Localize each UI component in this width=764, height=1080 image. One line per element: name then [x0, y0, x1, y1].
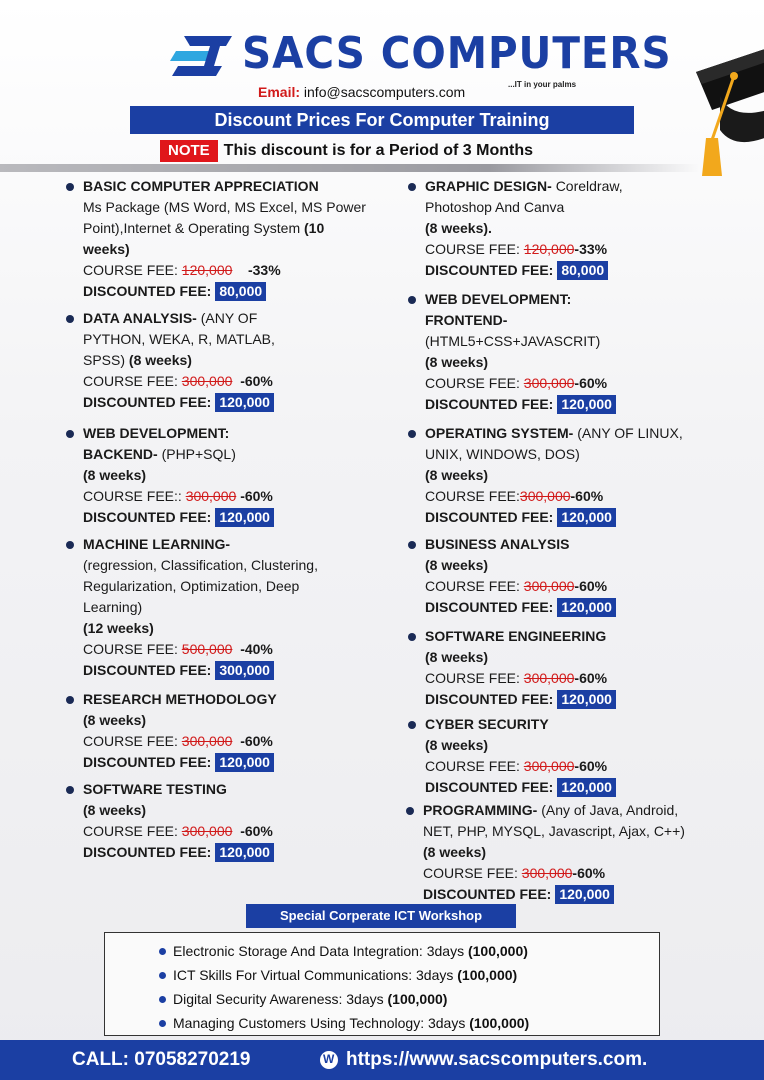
course-fee-row [83, 486, 386, 507]
website-link[interactable]: https://www.sacscomputers.com. [346, 1049, 648, 1070]
course-weeks: (8 weeks). [425, 220, 492, 236]
course-weeks: (8 weeks) [425, 649, 489, 665]
course-item [408, 534, 748, 618]
old-fee: 120,000 [523, 241, 575, 257]
discount-percent: -33% [574, 241, 608, 257]
course-name: OPERATING SYSTEM- [425, 425, 574, 441]
disc-label: DISCOUNTED FEE: [83, 283, 212, 299]
email-link[interactable]: info@sacscomputers.com [303, 84, 466, 100]
course-fee-row [423, 863, 748, 884]
fee-label: COURSE FEE: [425, 578, 520, 594]
fee-label: COURSE FEE: [425, 758, 520, 774]
fee-label: COURSE FEE: [425, 375, 520, 391]
old-fee: 300,000 [181, 733, 233, 749]
bullet-icon [408, 183, 416, 191]
discounted-fee-row [83, 842, 386, 863]
discounted-fee-row [423, 884, 748, 905]
website-icon [320, 1051, 338, 1069]
disc-label: DISCOUNTED FEE: [425, 509, 554, 525]
course-desc: (PHP+SQL) [161, 446, 236, 462]
disc-label: DISCOUNTED FEE: [423, 886, 552, 902]
workshop-item [159, 987, 659, 1011]
discounted-fee: 80,000 [215, 282, 266, 301]
course-weeks: (8 weeks) [83, 467, 147, 483]
course-desc: Ms Package (MS Word, MS Excel, MS Power Point),Internet & Operating System [83, 199, 366, 236]
discounted-fee-row [425, 777, 748, 798]
course-name: SOFTWARE TESTING [83, 781, 227, 797]
discount-percent: -60% [574, 758, 608, 774]
bullet-icon [408, 296, 416, 304]
course-weeks: (8 weeks) [425, 467, 489, 483]
course-fee-row [425, 576, 748, 597]
bullet-icon [159, 948, 166, 955]
bullet-icon [66, 786, 74, 794]
course-desc: Coreldraw, Photoshop And Canva [425, 178, 623, 215]
old-fee: 300,000 [181, 373, 233, 389]
old-fee: 500,000 [181, 641, 233, 657]
bullet-icon [66, 430, 74, 438]
course-item [406, 800, 748, 905]
course-item [408, 626, 748, 710]
course-fee-row [425, 756, 748, 777]
discounted-fee: 120,000 [215, 843, 274, 862]
discounted-fee-row [83, 752, 386, 773]
course-fee-row [425, 486, 748, 507]
course-desc: (Any of Java, Android, NET, PHP, MYSQL, Javascript, Ajax, C++) [423, 802, 685, 839]
course-name: RESEARCH METHODOLOGY [83, 691, 277, 707]
discount-percent: -60% [240, 373, 273, 389]
bullet-icon [408, 541, 416, 549]
disc-label: DISCOUNTED FEE: [425, 262, 554, 278]
fee-label: COURSE FEE: [425, 241, 520, 257]
bullet-icon [66, 315, 74, 323]
sacs-logo-mark-icon [170, 32, 234, 80]
discounted-fee-row [425, 597, 748, 618]
workshop-item-price: (100,000) [387, 991, 448, 1007]
discounted-fee: 300,000 [215, 661, 274, 680]
fee-label: COURSE FEE: [423, 865, 518, 881]
course-fee-row [83, 260, 386, 281]
disc-label: DISCOUNTED FEE: [425, 779, 554, 795]
course-item [408, 423, 748, 528]
disc-label: DISCOUNTED FEE: [83, 662, 212, 678]
course-item [408, 714, 748, 798]
discount-percent: -60% [574, 375, 608, 391]
old-fee: 300,000 [185, 488, 237, 504]
workshop-item-price: (100,000) [467, 943, 528, 959]
course-fee-row [425, 239, 748, 260]
brand-name: SACS COMPUTERS [242, 28, 672, 79]
discounted-fee-row [425, 507, 748, 528]
note-row [160, 139, 533, 163]
discounted-fee: 80,000 [557, 261, 608, 280]
email-label: Email: [258, 84, 301, 100]
course-weeks: (12 weeks) [83, 620, 154, 636]
note-text: This discount is for a Period of 3 Months [223, 142, 534, 159]
course-weeks: (8 weeks) [425, 354, 489, 370]
discount-percent: -60% [572, 865, 606, 881]
discount-percent: -33% [247, 262, 281, 278]
old-fee: 300,000 [523, 578, 575, 594]
disc-label: DISCOUNTED FEE: [425, 691, 554, 707]
bullet-icon [66, 183, 74, 191]
course-item [66, 308, 386, 413]
discounted-fee-row [83, 281, 386, 302]
course-desc: (HTML5+CSS+JAVASCRIT) [425, 333, 601, 349]
note-badge: NOTE [160, 140, 218, 162]
discount-percent: -60% [240, 823, 273, 839]
footer-bar [0, 1040, 764, 1080]
discounted-fee: 120,000 [555, 885, 614, 904]
bullet-icon [66, 696, 74, 704]
discounted-fee: 120,000 [557, 690, 616, 709]
course-item [66, 176, 386, 302]
discount-percent: -60% [574, 578, 608, 594]
workshop-item-text: Digital Security Awareness: 3days [173, 991, 384, 1007]
course-desc: (ANY OF LINUX, UNIX, WINDOWS, DOS) [425, 425, 683, 462]
workshop-item [159, 963, 659, 987]
email-line [258, 84, 465, 100]
header-divider [0, 164, 700, 172]
course-desc: (regression, Classification, Clustering, Regularization, Optimization, Deep Learning) [83, 557, 318, 615]
workshop-item-text: ICT Skills For Virtual Communications: 3days [173, 967, 454, 983]
course-item [66, 779, 386, 863]
discounted-fee-row [425, 260, 748, 281]
workshop-item-price: (100,000) [457, 967, 518, 983]
courses-left-column [66, 176, 386, 863]
course-fee-row [425, 668, 748, 689]
discounted-fee: 120,000 [215, 393, 274, 412]
workshop-list [104, 932, 660, 1036]
course-item [66, 534, 386, 681]
old-fee: 300,000 [521, 865, 573, 881]
discount-percent: -60% [240, 733, 273, 749]
discount-percent: -60% [574, 670, 608, 686]
course-weeks: (8 weeks) [425, 737, 489, 753]
tagline: ...IT in your palms [508, 80, 577, 89]
discounted-fee: 120,000 [557, 395, 616, 414]
discount-percent: -60% [240, 488, 273, 504]
disc-label: DISCOUNTED FEE: [83, 394, 212, 410]
course-name: BASIC COMPUTER APPRECIATION [83, 178, 319, 194]
workshop-item-price: (100,000) [469, 1015, 530, 1031]
course-fee-row [83, 821, 386, 842]
old-fee: 120,000 [181, 262, 233, 278]
course-name: BUSINESS ANALYSIS [425, 536, 570, 552]
discounted-fee-row [83, 660, 386, 681]
workshop-item [159, 939, 659, 963]
bullet-icon [406, 807, 414, 815]
fee-label: COURSE FEE:: [83, 488, 182, 504]
bullet-icon [159, 1020, 166, 1027]
discounted-fee: 120,000 [557, 598, 616, 617]
old-fee: 300,000 [181, 823, 233, 839]
bullet-icon [408, 633, 416, 641]
bullet-icon [159, 996, 166, 1003]
course-weeks: (8 weeks) [83, 712, 147, 728]
discount-percent: -60% [570, 488, 604, 504]
old-fee: 300,000 [523, 758, 575, 774]
discounted-fee-row [83, 507, 386, 528]
course-name: GRAPHIC DESIGN- [425, 178, 552, 194]
fee-label: COURSE FEE: [83, 262, 178, 278]
discount-percent: -40% [240, 641, 273, 657]
fee-label: COURSE FEE: [83, 373, 178, 389]
course-name: CYBER SECURITY [425, 716, 549, 732]
course-name: WEB DEVELOPMENT: BACKEND- [83, 425, 230, 462]
course-weeks: (10 weeks) [83, 220, 325, 257]
course-item [408, 289, 748, 415]
fee-label: COURSE FEE: [83, 823, 178, 839]
disc-label: DISCOUNTED FEE: [83, 509, 212, 525]
course-fee-row [83, 639, 386, 660]
course-name: PROGRAMMING- [423, 802, 538, 818]
course-desc: (ANY OF PYTHON, WEKA, R, MATLAB, SPSS) [83, 310, 275, 368]
disc-label: DISCOUNTED FEE: [425, 396, 554, 412]
workshop-item [159, 1011, 659, 1035]
bullet-icon [66, 541, 74, 549]
discounted-fee: 120,000 [557, 508, 616, 527]
course-weeks: (8 weeks) [423, 844, 487, 860]
course-name: MACHINE LEARNING- [83, 536, 230, 552]
course-weeks: (8 weeks) [425, 557, 489, 573]
course-name: SOFTWARE ENGINEERING [425, 628, 607, 644]
old-fee: 300,000 [519, 488, 571, 504]
course-fee-row [83, 731, 386, 752]
old-fee: 300,000 [523, 670, 575, 686]
discounted-fee: 120,000 [215, 753, 274, 772]
course-item [66, 423, 386, 528]
discounted-fee-row [83, 392, 386, 413]
website-row [320, 1049, 647, 1071]
fee-label: COURSE FEE: [425, 670, 520, 686]
page-title: Discount Prices For Computer Training [130, 106, 634, 134]
course-fee-row [83, 371, 386, 392]
discounted-fee: 120,000 [557, 778, 616, 797]
fee-label: COURSE FEE: [425, 488, 520, 504]
bullet-icon [159, 972, 166, 979]
bullet-icon [408, 430, 416, 438]
discounted-fee-row [425, 394, 748, 415]
disc-label: DISCOUNTED FEE: [425, 599, 554, 615]
course-name: DATA ANALYSIS- [83, 310, 197, 326]
call-number[interactable]: CALL: 07058270219 [72, 1049, 251, 1070]
course-item [66, 689, 386, 773]
workshop-title: Special Corperate ICT Workshop [246, 904, 516, 928]
fee-label: COURSE FEE: [83, 641, 178, 657]
discounted-fee-row [425, 689, 748, 710]
course-weeks: (8 weeks) [83, 802, 147, 818]
old-fee: 300,000 [523, 375, 575, 391]
course-name: WEB DEVELOPMENT: FRONTEND- [425, 291, 572, 328]
disc-label: DISCOUNTED FEE: [83, 754, 212, 770]
disc-label: DISCOUNTED FEE: [83, 844, 212, 860]
workshop-item-text: Managing Customers Using Technology: 3days [173, 1015, 466, 1031]
courses-right-column [408, 176, 748, 905]
course-weeks: (8 weeks) [128, 352, 192, 368]
bullet-icon [408, 721, 416, 729]
workshop-item-text: Electronic Storage And Data Integration: 3days [173, 943, 465, 959]
discounted-fee: 120,000 [215, 508, 274, 527]
course-fee-row [425, 373, 748, 394]
fee-label: COURSE FEE: [83, 733, 178, 749]
course-item [408, 176, 748, 281]
